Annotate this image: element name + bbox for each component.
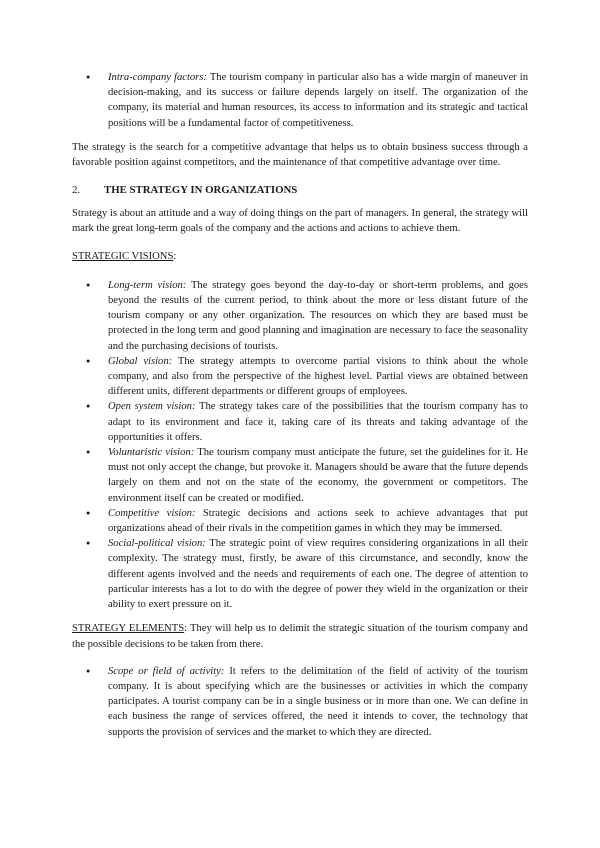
elements-list [72,664,528,740]
list-item [72,445,528,506]
bullet-term: Intra-company factors: [108,72,207,83]
bullet-text: The tourism company must anticipate the future, set the guidelines for it. He must not only accept the change, but provoke it. Managers should be aware that the future depends largely on them and not on the state of the economy, the government or competitors. The environment itself can be created or modified. [108,447,528,504]
bullet-text: The strategy takes care of the possibilities that the tourism company has to adapt to its environment and face it, taking care of its threats and taking advantage of the opportunities it offers. [108,401,528,443]
strategy-elements-paragraph [72,621,528,651]
bullet-term: Voluntaristic vision: [108,447,195,459]
strategic-visions-heading [72,249,528,264]
list-item [72,536,528,612]
visions-heading-text: STRATEGIC VISIONS [72,250,174,262]
bullet-term: Scope or field of activity: [108,665,225,677]
visions-heading-colon: : [173,250,177,262]
list-item [72,506,528,536]
list-item [72,354,528,400]
list-item [72,664,528,740]
bullet-text: Strategic decisions and actions seek to achieve advantages that put organizations ahead of their rivals in the competition games in which they may be immersed. [108,507,528,535]
document-page [72,70,528,740]
elements-intro: : They will help us to delimit the strategic situation of the tourism company and the possible decisions to be taken from there. [72,623,528,650]
list-item [72,399,528,445]
bullet-text: The strategy attempts to overcome partial visions to think about the whole company, and also from the perspective of the highest level. Partial views are obtained between different units, different departments or different groups of employees. [108,355,528,398]
list-item [72,70,528,131]
bullet-term: Global vision: [108,355,173,367]
list-item [72,278,528,354]
bullet-text: The strategy goes beyond the day-to-day or short-term problems, and goes beyond the results of the current period, to think about the more or less distant future of the tourism company or any other organization. The resources on which they are based must be protected in the long term and good planning and imagination are necessary to face the seasonality and the purchasing decisions of tourists. [108,279,529,352]
intro-bullet-list [72,70,528,131]
elements-heading-text: STRATEGY ELEMENTS [72,623,185,635]
section-paragraph: Strategy is about an attitude and a way of doing things on the part of managers. In general, the strategy will mark the great long-term goals of the company and the actions and actions to achieve them. [72,208,528,235]
bullet-text: The tourism company in particular also has a wide margin of maneuver in decision-making, and its success or failure depends largely on itself. The organization of the company, its material and human resources, its access to information and its strategic and tactical positions will be a fundamental factor of competitiveness. [108,72,528,129]
visions-list [72,278,528,612]
bullet-term: Long-term vision: [108,279,187,291]
bullet-text: The strategic point of view requires considering organizations in all their complexity. The strategy must, firstly, be aware of this circumstance, and secondly, know the different agents involved and the needs and requirements of each one. The degree of attention to particular interests has a lot to do with the degree of power they wield in the organization or their ability to exert pressure on it. [108,538,528,611]
bullet-term: Competitive vision: [108,507,196,519]
section-number: 2. [72,184,81,197]
bullet-term: Open system vision: [108,401,196,413]
strategy-paragraph: The strategy is the search for a competitive advantage that helps us to obtain business success through a favorable position against competitors, and the maintenance of that competitive advantage over time. [72,141,528,169]
bullet-text: It refers to the delimitation of the field of activity of the tourism company. It is about specifying which are the businesses or activities in which the company participates. A tourist company can be in a single business or in more than one. We can define in each business the range of services offered, the need it intends to cover, the technology that supports the provision of services and the market to which they are directed. [108,665,528,738]
bullet-term: Social-political vision: [108,538,206,550]
section-title: THE STRATEGY IN ORGANIZATIONS [104,184,298,197]
section-heading [72,183,528,198]
